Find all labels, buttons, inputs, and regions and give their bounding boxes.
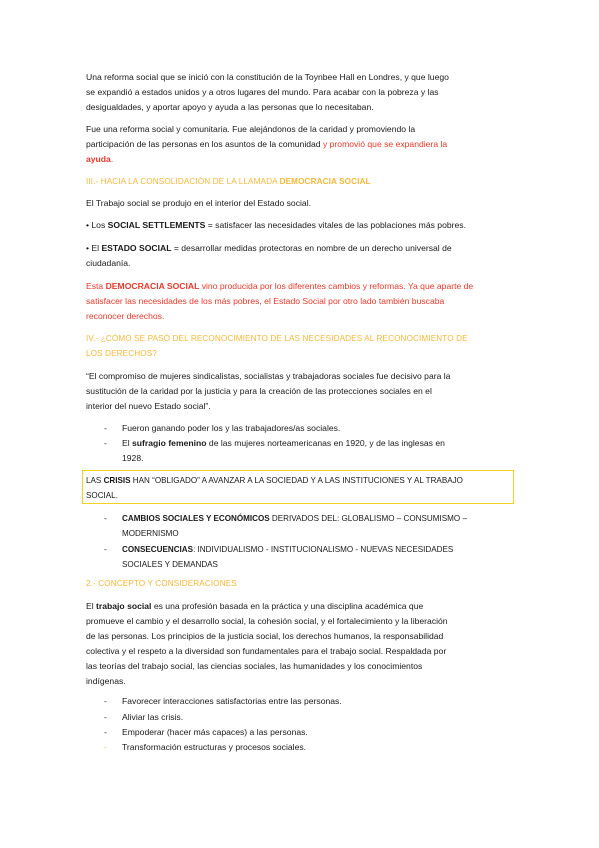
bold-text: CONSECUENCIAS <box>122 545 194 554</box>
intro-paragraph <box>86 70 518 115</box>
text-span: es una profesión basada en la práctica y una disciplina académica que <box>151 601 424 611</box>
section-heading-iii <box>86 174 518 189</box>
list-item-text: Favorecer interacciones satisfactorias entre las personas. <box>122 696 342 706</box>
text-line: las teorías del trabajo social, las ciencias sociales, las humanidades y los conocimientos <box>86 661 423 671</box>
dash-marker: - <box>104 712 107 722</box>
list-item-text: Empoderar (hacer más capaces) a las personas. <box>122 727 308 737</box>
quote-paragraph <box>86 369 518 414</box>
heading-text: IV.- ¿CÓMO SE PASÓ DEL RECONOCIMIENTO DE LAS NECESIDADES AL RECONOCIMIENTO DE <box>86 334 468 343</box>
text-span: Los <box>89 220 108 230</box>
text-line <box>86 152 518 167</box>
dash-marker: - <box>104 696 107 706</box>
text-span: = desarrollar medidas protectoras en nombre de un derecho universal de <box>171 243 452 253</box>
bold-text: trabajo social <box>96 601 152 611</box>
list-item-text: Transformación estructuras y procesos sociales. <box>122 742 307 752</box>
bullet-estado-social <box>86 241 518 271</box>
text-line: SOCIAL. <box>86 491 118 500</box>
list-item-text: 1928. <box>122 453 144 463</box>
section-heading-iv <box>86 331 518 361</box>
text-span: El <box>122 438 133 448</box>
bold-text: ESTADO SOCIAL <box>101 243 172 253</box>
text-span: DERIVADOS DEL: GLOBALISMO – CONSUMISMO – <box>269 514 467 523</box>
text-line: interior del nuevo Estado social”. <box>86 401 211 411</box>
text-span: participación de las personas en los asuntos de la comunidad <box>86 139 321 149</box>
heading-bold-text: DEMOCRACIA SOCIAL <box>279 177 371 186</box>
text-line: colectiva y el respeto a la diversidad son fundamentales para el trabajo social. Respaldada por <box>86 646 447 656</box>
text-span: vino producida por los diferentes cambios y reformas. Ya que aparte de <box>199 281 474 291</box>
dash-marker: - <box>104 727 107 737</box>
text-span: El <box>89 243 102 253</box>
text-line: Una reforma social que se inició con la constitución de la Toynbee Hall en Londres, y que luego <box>86 72 449 82</box>
dash-marker: - <box>104 423 107 433</box>
text-line: reconocer derechos. <box>86 311 165 321</box>
text-line: Fue una reforma social y comunitaria. Fue alejándonos de la caridad y promoviendo la <box>86 124 416 134</box>
bold-text: CRISIS <box>103 476 131 485</box>
text-line: promueve el cambio y el desarrollo social, la cohesión social, y el fortalecimiento y la liberación <box>86 616 448 626</box>
text-span: LAS <box>86 476 104 485</box>
bold-text: sufragio femenino <box>132 438 207 448</box>
list-item-text <box>122 542 453 557</box>
bullet-marker: • <box>86 243 90 253</box>
red-text-span: . <box>110 154 114 164</box>
text-line: desigualdades, y aportar apoyo y ayuda a las personas que lo necesitaban. <box>86 102 374 112</box>
text-span: HAN “OBLIGADO” A AVANZAR A LA SOCIEDAD Y A LAS INSTITUCIONES Y AL TRABAJO <box>130 476 463 485</box>
list-item-text: Fueron ganando poder los y las trabajadores/as sociales. <box>122 423 341 433</box>
text-span: Esta <box>86 281 106 291</box>
text-span: de las mujeres norteamericanas en 1920, y de las inglesas en <box>206 438 445 448</box>
red-bold-text: ayuda <box>86 154 111 164</box>
section-heading-concepto <box>86 576 518 591</box>
list-item-text <box>122 436 445 451</box>
text-line: ciudadanía. <box>86 258 131 268</box>
dash-marker: - <box>104 438 107 448</box>
list-item-text: Aliviar las crisis. <box>122 712 184 722</box>
red-text-span: y promovió que se expandiera la <box>320 139 448 149</box>
list-item-text: MODERNISMO <box>122 529 179 538</box>
text-line: “El compromiso de mujeres sindicalistas, socialistas y trabajadoras sociales fue decisivo para la <box>86 371 451 381</box>
bold-text: CAMBIOS SOCIALES Y ECONÓMICOS <box>122 514 270 523</box>
heading-text: 2.- CONCEPTO Y CONSIDERACIONES <box>86 579 237 588</box>
dash-marker: - <box>104 513 107 523</box>
dash-marker: - <box>104 742 107 752</box>
text-line <box>86 137 518 152</box>
estado-social-paragraph <box>86 196 518 211</box>
text-line: sustitución de la caridad por la justicia y para la creación de las protecciones sociales en el <box>86 386 432 396</box>
text-line: indígenas. <box>86 676 126 686</box>
text-line: El Trabajo social se produjo en el interior del Estado social. <box>86 198 311 208</box>
list-item-text: SOCIALES Y DEMANDAS <box>122 560 218 569</box>
heading-text: III.- HACIA LA CONSOLIDACIÓN DE LA LLAMADA <box>86 177 280 186</box>
crisis-statement <box>86 473 518 503</box>
bold-text: SOCIAL SETTLEMENTS <box>107 220 206 230</box>
bold-text: DEMOCRACIA SOCIAL <box>105 281 200 291</box>
bullet-social-settlements <box>86 218 518 233</box>
text-span: = satisfacer las necesidades vitales de las poblaciones más pobres. <box>205 220 466 230</box>
dash-marker: - <box>104 544 107 554</box>
heading-text: LOS DERECHOS? <box>86 349 157 358</box>
democracia-social-paragraph <box>86 279 518 324</box>
text-line: de las personas. Los principios de la justicia social, los derechos humanos, la responsabilidad <box>86 631 444 641</box>
bullet-marker: • <box>86 220 90 230</box>
trabajo-social-paragraph <box>86 599 518 689</box>
text-span: El <box>86 601 97 611</box>
text-line: se expandió a estados unidos y a otros lugares del mundo. Para acabar con la pobreza y las <box>86 87 439 97</box>
text-span: : INDIVIDUALISMO - INSTITUCIONALISMO - NUEVAS NECESIDADES <box>193 545 454 554</box>
reform-paragraph <box>86 122 518 167</box>
text-line: satisfacer las necesidades de los más pobres, el Estado Social por otro lado también buscaba <box>86 296 445 306</box>
list-item-text <box>122 511 467 526</box>
